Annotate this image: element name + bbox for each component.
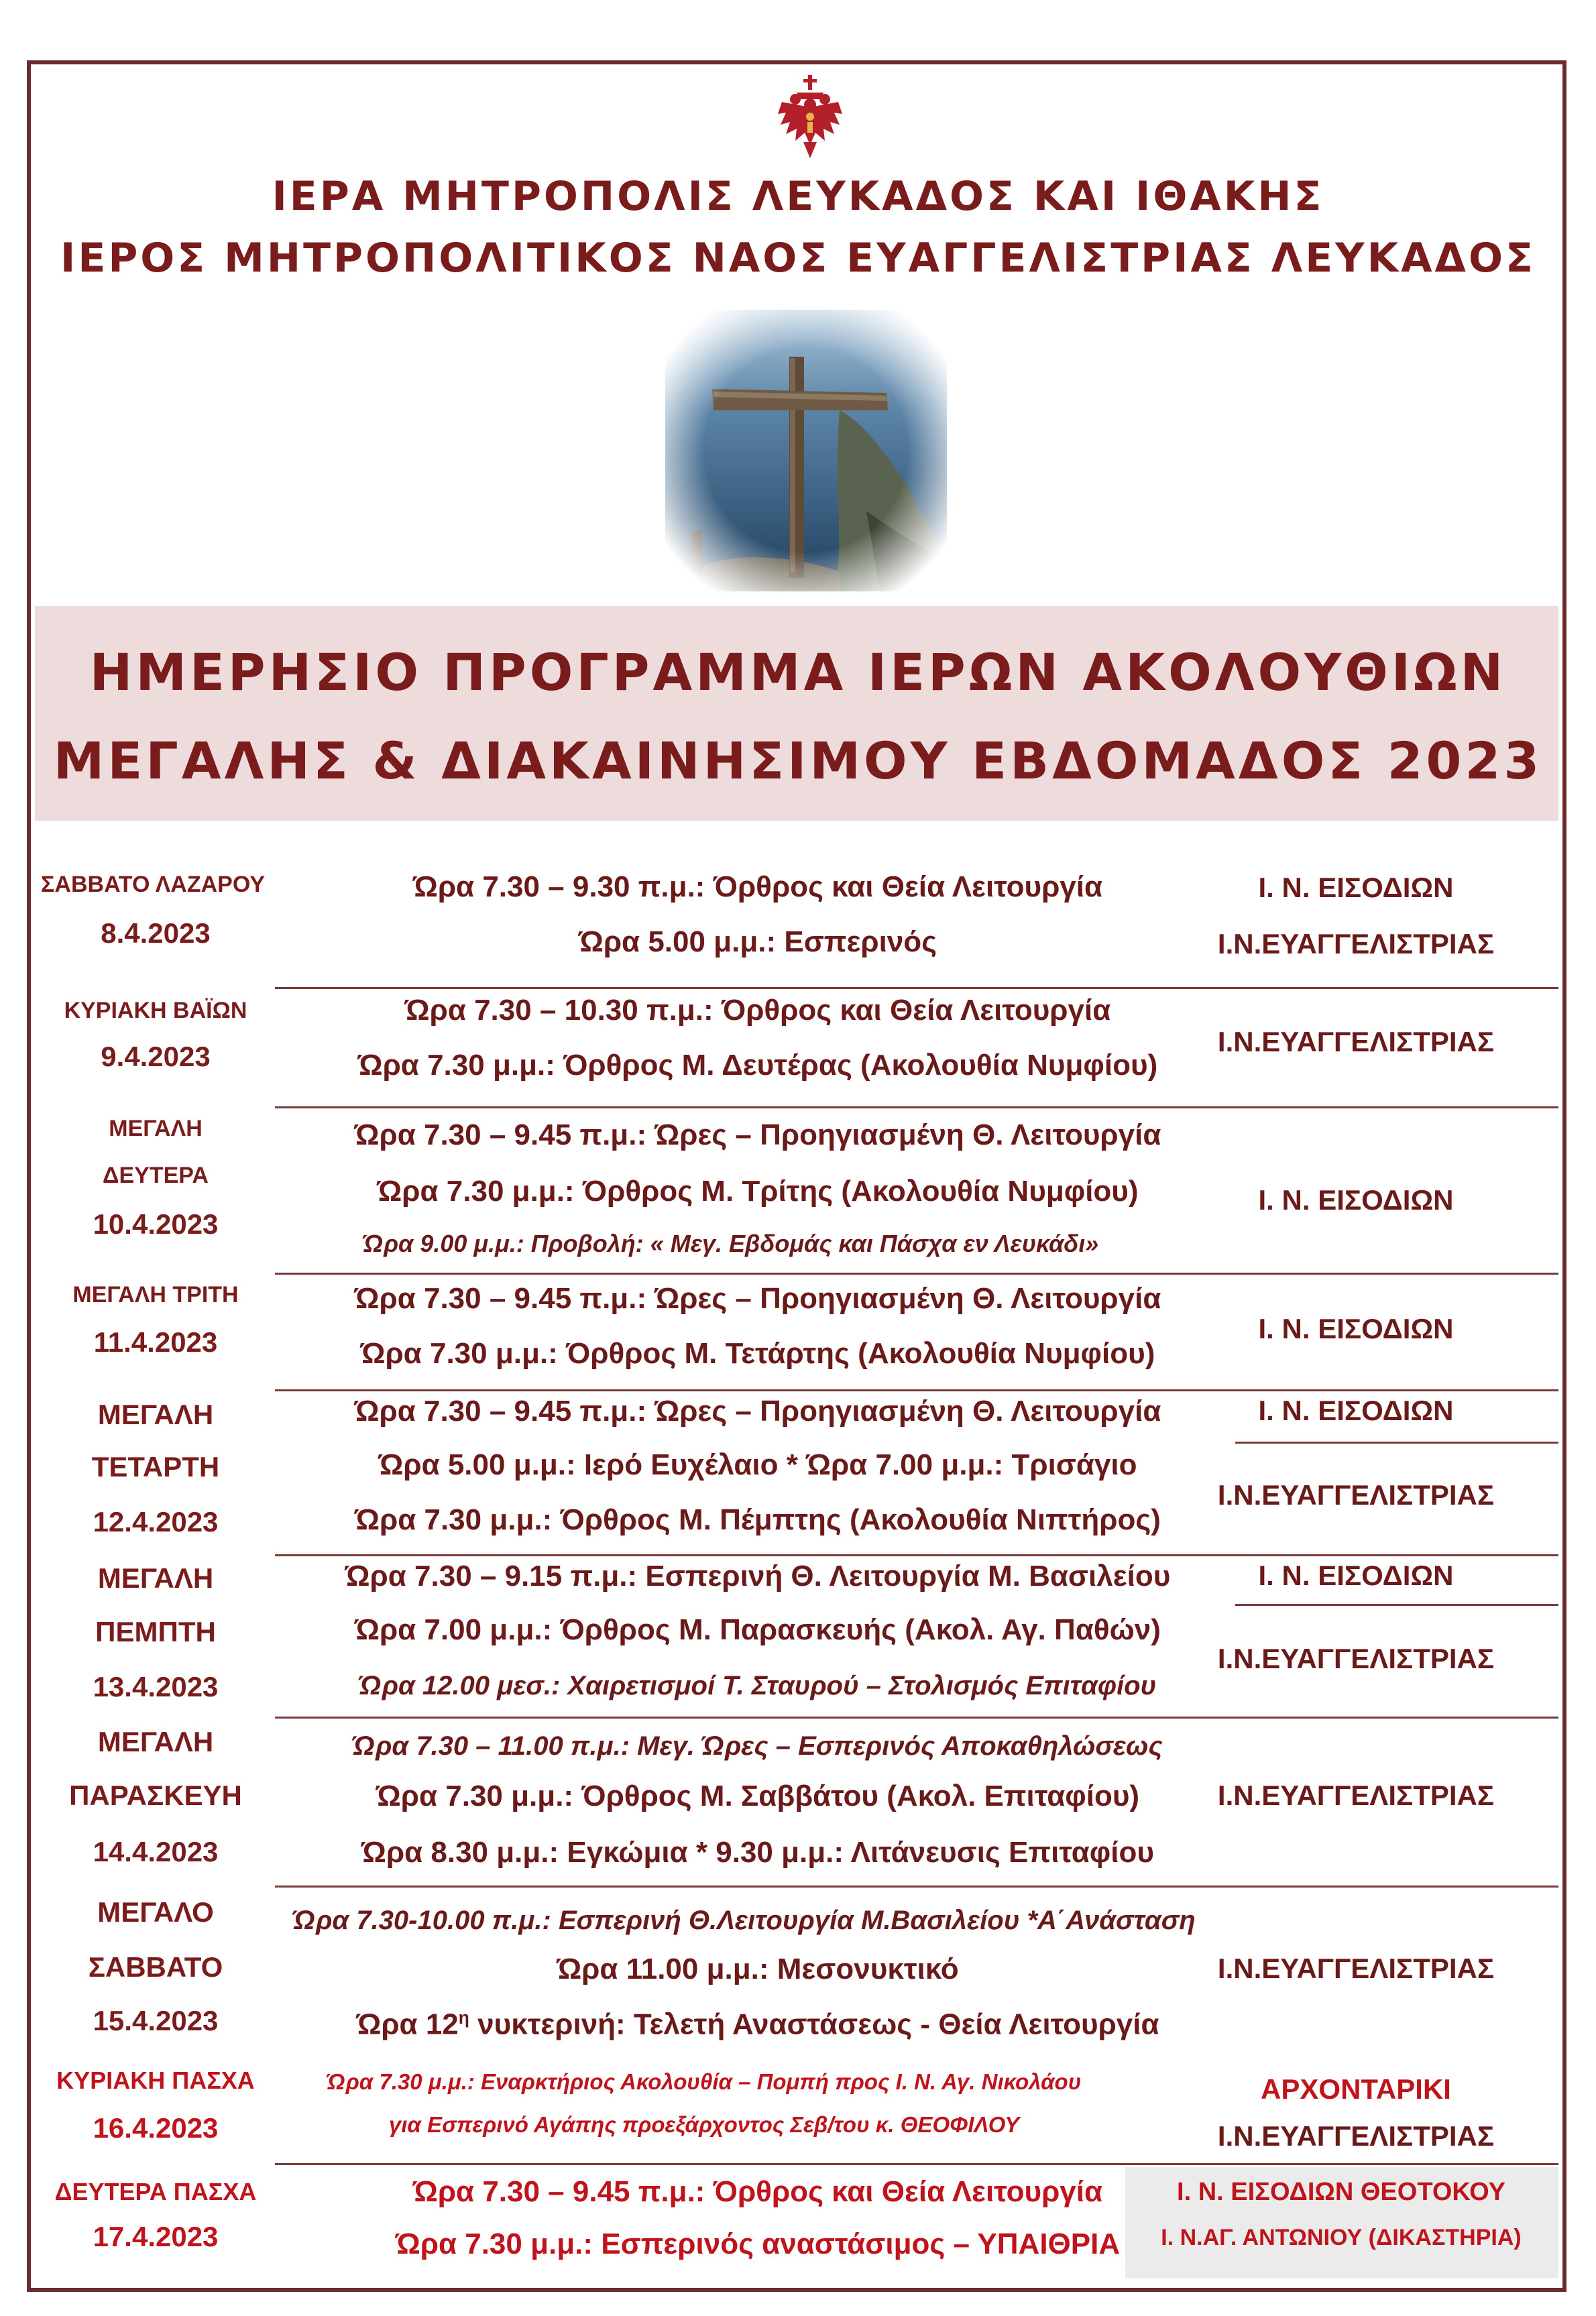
- row-4-day-2: ΤΕΤΑΡΤΗ: [91, 1451, 220, 1483]
- row-4-location-1: Ι. Ν. ΕΙΣΟΔΙΩΝ: [1258, 1395, 1454, 1426]
- double-headed-eagle-emblem: [777, 75, 844, 160]
- row-5-location-2: Ι.Ν.ΕΥΑΓΓΕΛΙΣΤΡΙΑΣ: [1217, 1643, 1495, 1674]
- row-7-day-1: ΜΕΓΑΛΟ: [97, 1896, 214, 1928]
- row-7-service-3-sup: η: [458, 2008, 469, 2028]
- row-6-service-2: Ώρα 7.30 μ.μ.: Όρθρος Μ. Σαββάτου (Ακολ. Επιταφίου): [376, 1780, 1140, 1812]
- row-9-location-2: Ι. Ν.ΑΓ. ΑΝΤΩΝΙΟΥ (ΔΙΚΑΣΤΗΡΙΑ): [1161, 2225, 1522, 2250]
- row-4-service-2: Ώρα 5.00 μ.μ.: Ιερό Ευχέλαιο * Ώρα 7.00 μ.μ.: Τρισάγιο: [378, 1448, 1137, 1481]
- row-4-service-1: Ώρα 7.30 – 9.45 π.μ.: Ώρες – Προηγιασμένη Θ. Λειτουργία: [354, 1395, 1161, 1428]
- row-3-location-1: Ι. Ν. ΕΙΣΟΔΙΩΝ: [1258, 1313, 1454, 1344]
- row-divider: [275, 2163, 1558, 2165]
- row-5-service-3: Ώρα 12.00 μεσ.: Χαιρετισμοί Τ. Σταυρού – Στολισμός Επιταφίου: [359, 1671, 1157, 1700]
- row-0-service-1: Ώρα 7.30 – 9.30 π.μ.: Όρθρος και Θεία Λειτουργία: [412, 870, 1103, 903]
- row-6-service-3: Ώρα 8.30 μ.μ.: Εγκώμια * 9.30 μ.μ.: Λιτάνευσις Επιταφίου: [361, 1836, 1154, 1869]
- row-8-location-1: ΑΡΧΟΝΤΑΡΙΚΙ: [1261, 2073, 1451, 2105]
- location-divider: [1235, 1604, 1558, 1606]
- row-0-day: ΣΑΒΒΑΤΟ ΛΑΖΑΡΟΥ: [41, 872, 265, 897]
- row-7-date: 15.4.2023: [93, 2005, 219, 2036]
- row-9-location-1: Ι. Ν. ΕΙΣΟΔΙΩΝ ΘΕΟΤΟΚΟΥ: [1177, 2178, 1505, 2206]
- title-line-2: [0, 731, 1596, 791]
- row-8-date: 16.4.2023: [93, 2112, 219, 2144]
- header-line-1: ΙΕΡΑ ΜΗΤΡΟΠΟΛΙΣ ΛΕΥΚΑΔΟΣ ΚΑΙ ΙΘΑΚΗΣ: [272, 173, 1324, 220]
- row-divider: [275, 1106, 1558, 1108]
- row-1-location-1: Ι.Ν.ΕΥΑΓΓΕΛΙΣΤΡΙΑΣ: [1217, 1026, 1495, 1057]
- row-4-service-3: Ώρα 7.30 μ.μ.: Όρθρος Μ. Πέμπτης (Ακολουθία Νιπτήρος): [355, 1503, 1161, 1536]
- row-5-service-1: Ώρα 7.30 – 9.15 π.μ.: Εσπερινή Θ. Λειτουργία Μ. Βασιλείου: [345, 1560, 1171, 1593]
- row-2-service-3: Ώρα 9.00 μ.μ.: Προβολή: « Μεγ. Εβδομάς και Πάσχα εν Λευκάδι»: [363, 1230, 1099, 1257]
- row-9-date: 17.4.2023: [93, 2221, 219, 2252]
- row-5-day-2: ΠΕΜΠΤΗ: [95, 1616, 216, 1647]
- row-1-date: 9.4.2023: [101, 1041, 211, 1072]
- row-5-service-2: Ώρα 7.00 μ.μ.: Όρθρος Μ. Παρασκευής (Ακολ. Αγ. Παθών): [355, 1613, 1161, 1646]
- row-8-location-2: Ι.Ν.ΕΥΑΓΓΕΛΙΣΤΡΙΑΣ: [1217, 2120, 1495, 2152]
- row-0-location-2: Ι.Ν.ΕΥΑΓΓΕΛΙΣΤΡΙΑΣ: [1217, 928, 1495, 960]
- title-line-1: ΗΜΕΡΗΣΙΟ ΠΡΟΓΡΑΜΜΑ ΙΕΡΩΝ ΑΚΟΛΟΥΘΙΩΝ: [89, 642, 1507, 702]
- row-9-day: ΔΕΥΤΕΡΑ ΠΑΣΧΑ: [54, 2178, 257, 2205]
- row-7-location-1: Ι.Ν.ΕΥΑΓΓΕΛΙΣΤΡΙΑΣ: [1217, 1953, 1495, 1984]
- row-9-service-1: Ώρα 7.30 – 9.45 π.μ.: Όρθρος και Θεία Λειτουργία: [412, 2175, 1103, 2208]
- row-2-location-1: Ι. Ν. ΕΙΣΟΔΙΩΝ: [1258, 1184, 1454, 1216]
- row-0-location-1: Ι. Ν. ΕΙΣΟΔΙΩΝ: [1258, 872, 1454, 903]
- row-7-day-2: ΣΑΒΒΑΤΟ: [88, 1951, 223, 1983]
- row-6-location-1: Ι.Ν.ΕΥΑΓΓΕΛΙΣΤΡΙΑΣ: [1217, 1780, 1495, 1811]
- row-3-date: 11.4.2023: [93, 1326, 218, 1358]
- row-2-service-1: Ώρα 7.30 – 9.45 π.μ.: Ώρες – Προηγιασμένη Θ. Λειτουργία: [354, 1118, 1161, 1151]
- row-7-service-1: Ώρα 7.30-10.00 π.μ.: Εσπερινή Θ.Λειτουργία Μ.Βασιλείου *Α΄Ανάσταση: [293, 1906, 1196, 1935]
- row-7-service-2: Ώρα 11.00 μ.μ.: Μεσονυκτικό: [557, 1953, 959, 1985]
- row-divider: [275, 1717, 1558, 1719]
- row-0-service-2: Ώρα 5.00 μ.μ.: Εσπερινός: [578, 925, 937, 958]
- row-6-day-1: ΜΕΓΑΛΗ: [97, 1726, 214, 1757]
- row-divider: [275, 987, 1558, 989]
- row-5-day-1: ΜΕΓΑΛΗ: [97, 1562, 214, 1594]
- row-4-location-2: Ι.Ν.ΕΥΑΓΓΕΛΙΣΤΡΙΑΣ: [1217, 1479, 1495, 1511]
- row-8-service-2: για Εσπερινό Αγάπης προεξάρχοντος Σεβ/του κ. ΘΕΟΦΙΛΟΥ: [388, 2112, 1020, 2137]
- row-4-date: 12.4.2023: [93, 1506, 219, 1538]
- location-divider: [1235, 1442, 1558, 1444]
- row-7-service-3-b: νυκτερινή: Τελετή Αναστάσεως - Θεία Λειτουργία: [469, 2008, 1159, 2041]
- row-3-day: ΜΕΓΑΛΗ ΤΡΙΤΗ: [72, 1282, 239, 1308]
- row-8-day: ΚΥΡΙΑΚΗ ΠΑΣΧΑ: [56, 2067, 255, 2094]
- row-2-day-1: ΜΕΓΑΛΗ: [109, 1116, 203, 1141]
- row-6-day-2: ΠΑΡΑΣΚΕΥΗ: [69, 1780, 242, 1811]
- row-2-date: 10.4.2023: [93, 1208, 219, 1240]
- row-3-service-2: Ώρα 7.30 μ.μ.: Όρθρος Μ. Τετάρτης (Ακολουθία Νυμφίου): [360, 1337, 1155, 1370]
- row-1-day: ΚΥΡΙΑΚΗ ΒΑΪΩΝ: [64, 998, 247, 1023]
- row-5-location-1: Ι. Ν. ΕΙΣΟΔΙΩΝ: [1258, 1560, 1454, 1591]
- row-divider: [275, 1554, 1558, 1556]
- row-6-date: 14.4.2023: [93, 1836, 219, 1867]
- row-7-service-3-a: Ώρα 12: [356, 2008, 459, 2041]
- row-1-service-1: Ώρα 7.30 – 10.30 π.μ.: Όρθρος και Θεία Λειτουργία: [404, 994, 1111, 1027]
- row-0-date: 8.4.2023: [101, 917, 211, 949]
- row-1-service-2: Ώρα 7.30 μ.μ.: Όρθρος Μ. Δευτέρας (Ακολουθία Νυμφίου): [357, 1049, 1158, 1082]
- row-divider: [275, 1389, 1558, 1391]
- row-2-day-2: ΔΕΥΤΕΡΑ: [103, 1163, 209, 1188]
- row-8-service-1: Ώρα 7.30 μ.μ.: Εναρκτήριος Ακολουθία – Πομπή προς Ι. Ν. Αγ. Νικολάου: [327, 2069, 1082, 2094]
- row-4-day-1: ΜΕΓΑΛΗ: [97, 1399, 214, 1430]
- row-6-service-1: Ώρα 7.30 – 11.00 π.μ.: Μεγ. Ώρες – Εσπερινός Αποκαθηλώσεως: [353, 1731, 1163, 1761]
- row-divider: [275, 1273, 1558, 1275]
- title-line-2-text: ΜΕΓΑΛΗΣ & ΔΙΑΚΑΙΝΗΣΙΜΟΥ ΕΒΔΟΜΑΔΟΣ 2023: [53, 731, 1543, 791]
- row-2-service-2: Ώρα 7.30 μ.μ.: Όρθρος Μ. Τρίτης (Ακολουθία Νυμφίου): [377, 1175, 1139, 1208]
- header-line-2: ΙΕΡΟΣ ΜΗΤΡΟΠΟΛΙΤΙΚΟΣ ΝΑΟΣ ΕΥΑΓΓΕΛΙΣΤΡΙΑΣ ΛΕΥΚΑΔΟΣ: [60, 235, 1536, 282]
- row-9-service-2: Ώρα 7.30 μ.μ.: Εσπερινός αναστάσιμος – ΥΠΑΙΘΡΙΑ: [395, 2227, 1121, 2260]
- row-divider: [275, 1886, 1558, 1888]
- row-5-date: 13.4.2023: [93, 1671, 219, 1702]
- cross-photo: [665, 310, 947, 591]
- row-3-service-1: Ώρα 7.30 – 9.45 π.μ.: Ώρες – Προηγιασμένη Θ. Λειτουργία: [354, 1282, 1161, 1315]
- row-7-service-3: [356, 2008, 1159, 2042]
